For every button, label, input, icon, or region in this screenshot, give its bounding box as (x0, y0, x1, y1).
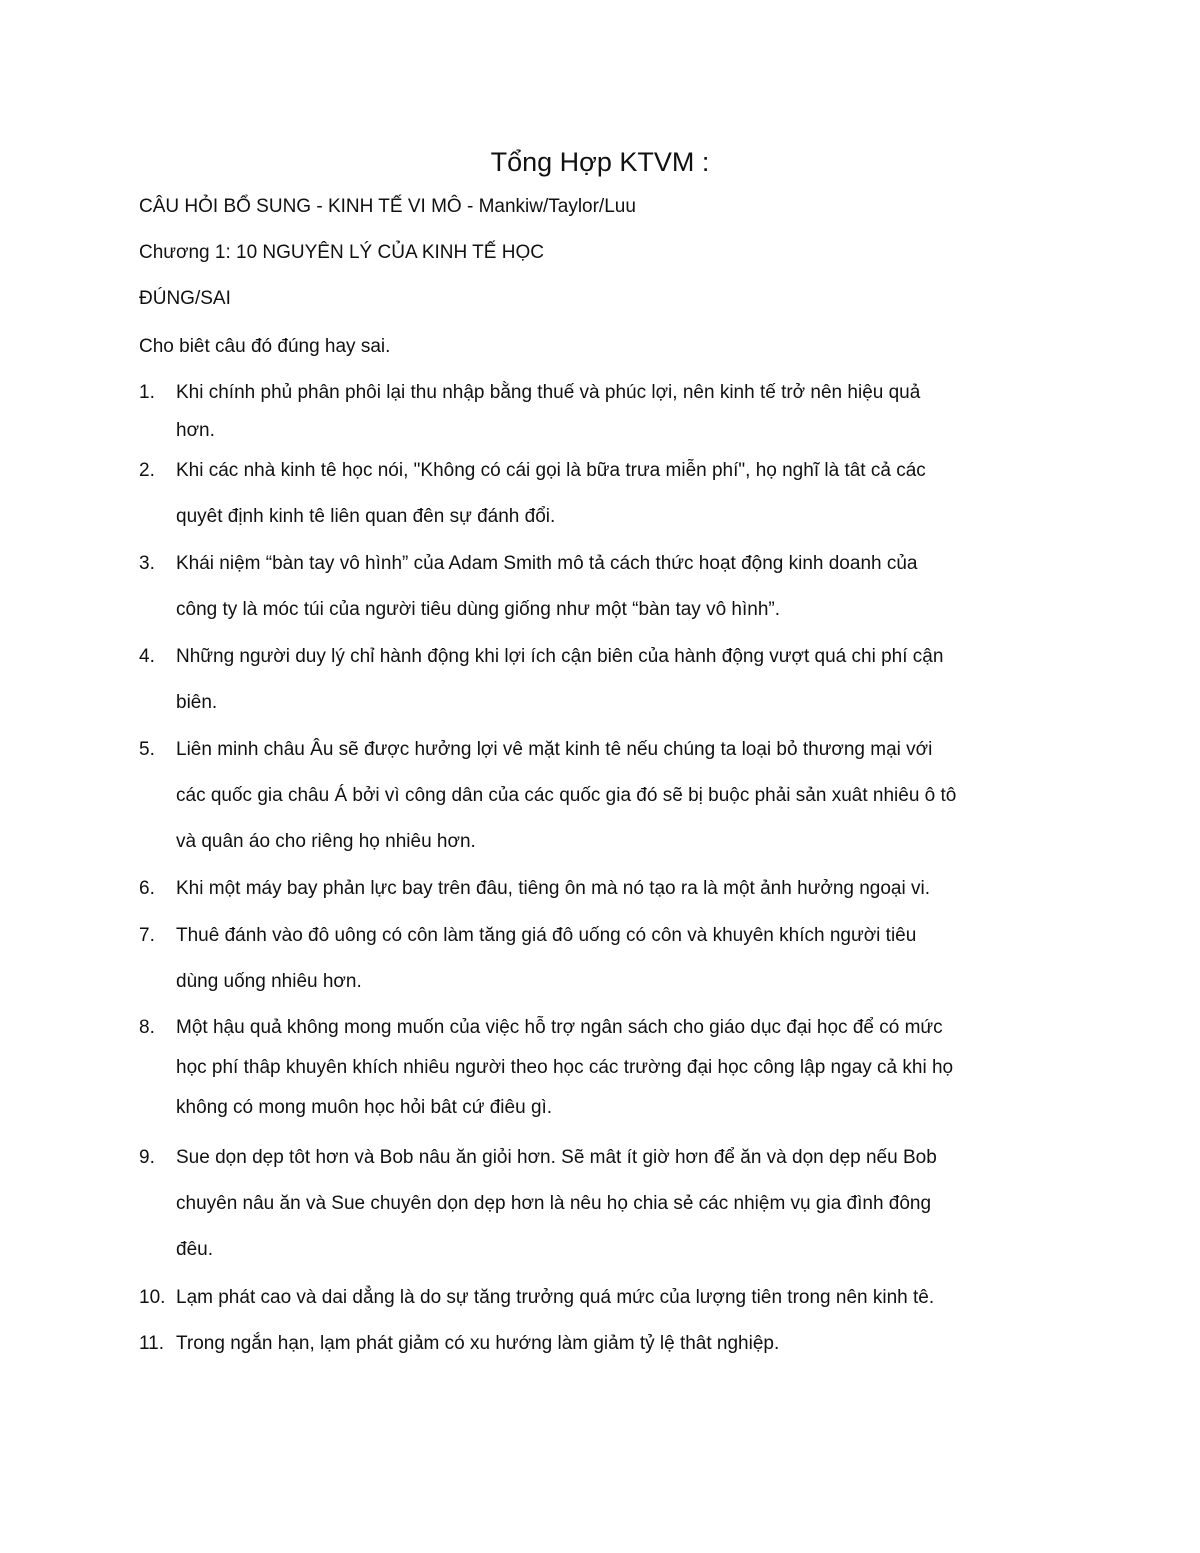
document-title: Tổng Hợp KTVM : (490, 147, 710, 177)
item-text (176, 727, 1071, 865)
item-line: Lạm phát cao và dai dẳng là do sự tăng trưởng quá mức của lượng tiên trong nên kinh tê. (176, 1287, 935, 1308)
section-heading: ĐÚNG/SAI (139, 288, 231, 309)
item-line: đêu. (176, 1239, 213, 1260)
item-line: các quốc gia châu Á bởi vì công dân của các quốc gia đó sẽ bị buộc phải sản xuât nhiêu ô tô (176, 785, 957, 806)
item-line: biên. (176, 692, 218, 713)
item-number: 3. (139, 553, 155, 574)
item-text (176, 1275, 1071, 1321)
item-number: 8. (139, 1017, 155, 1038)
item-line: Liên minh châu Âu sẽ được hưởng lợi vê mặt kinh tê nếu chúng ta loại bỏ thương mại với (176, 739, 933, 760)
item-number: 7. (139, 925, 155, 946)
item-line: Một hậu quả không mong muốn của việc hỗ trợ ngân sách cho giáo dục đại học để có mức (176, 1017, 943, 1038)
item-line: Thuê đánh vào đô uông có côn làm tăng giá đô uống có côn và khuyên khích người tiêu (176, 925, 917, 946)
item-number: 1. (139, 382, 155, 403)
item-number: 5. (139, 739, 155, 760)
item-number: 2. (139, 460, 155, 481)
item-line: Khi chính phủ phân phôi lại thu nhập bằng thuế và phúc lợi, nên kinh tế trở nên hiệu quả (176, 382, 921, 403)
item-number: 6. (139, 878, 155, 899)
item-text (176, 374, 1071, 450)
item-line: Những người duy lý chỉ hành động khi lợi ích cận biên của hành động vượt quá chi phí cận (176, 646, 944, 667)
item-line: công ty là móc túi của người tiêu dùng giống như một “bàn tay vô hình”. (176, 599, 781, 620)
item-line: hơn. (176, 420, 215, 441)
item-line: Khi các nhà kinh tê học nói, "Không có cái gọi là bữa trưa miễn phí", họ nghĩ là tât cả các (176, 460, 926, 481)
item-line: Khái niệm “bàn tay vô hình” của Adam Smith mô tả cách thức hoạt động kinh doanh của (176, 553, 918, 574)
item-line: và quân áo cho riêng họ nhiêu hơn. (176, 831, 476, 852)
item-text (176, 1321, 1071, 1367)
item-number: 11. (139, 1333, 165, 1354)
item-text (176, 866, 1071, 912)
document-subtitle: CÂU HỎI BỔ SUNG - KINH TẾ VI MÔ - Mankiw/Taylor/Luu (139, 196, 636, 217)
item-line: quyêt định kinh tê liên quan đên sự đánh đổi. (176, 506, 556, 527)
item-line: chuyên nâu ăn và Sue chuyên dọn dẹp hơn là nêu họ chia sẻ các nhiệm vụ gia đình đông (176, 1193, 932, 1214)
item-number: 4. (139, 646, 155, 667)
instruction-text: Cho biêt câu đó đúng hay sai. (139, 336, 391, 357)
item-number: 10. (139, 1287, 166, 1308)
item-line: học phí thâp khuyên khích nhiêu người theo học các trường đại học công lập ngay cả khi họ (176, 1057, 954, 1078)
item-line: không có mong muôn học hỏi bât cứ điêu gì. (176, 1097, 553, 1118)
chapter-heading: Chương 1: 10 NGUYÊN LÝ CỦA KINH TẾ HỌC (139, 242, 544, 263)
item-text (176, 541, 1071, 633)
item-line: dùng uống nhiêu hơn. (176, 971, 362, 992)
item-text (176, 1008, 1071, 1128)
item-text (176, 1135, 1071, 1273)
item-text (176, 448, 1071, 540)
item-text (176, 913, 1071, 1005)
item-text (176, 634, 1071, 726)
item-line: Sue dọn dẹp tôt hơn và Bob nâu ăn giỏi hơn. Sẽ mât ít giờ hơn để ăn và dọn dẹp nếu Bob (176, 1147, 937, 1168)
item-line: Khi một máy bay phản lực bay trên đâu, tiêng ôn mà nó tạo ra là một ảnh hưởng ngoại vi. (176, 878, 930, 899)
item-number: 9. (139, 1147, 155, 1168)
item-line: Trong ngắn hạn, lạm phát giảm có xu hướng làm giảm tỷ lệ thât nghiệp. (176, 1333, 780, 1354)
